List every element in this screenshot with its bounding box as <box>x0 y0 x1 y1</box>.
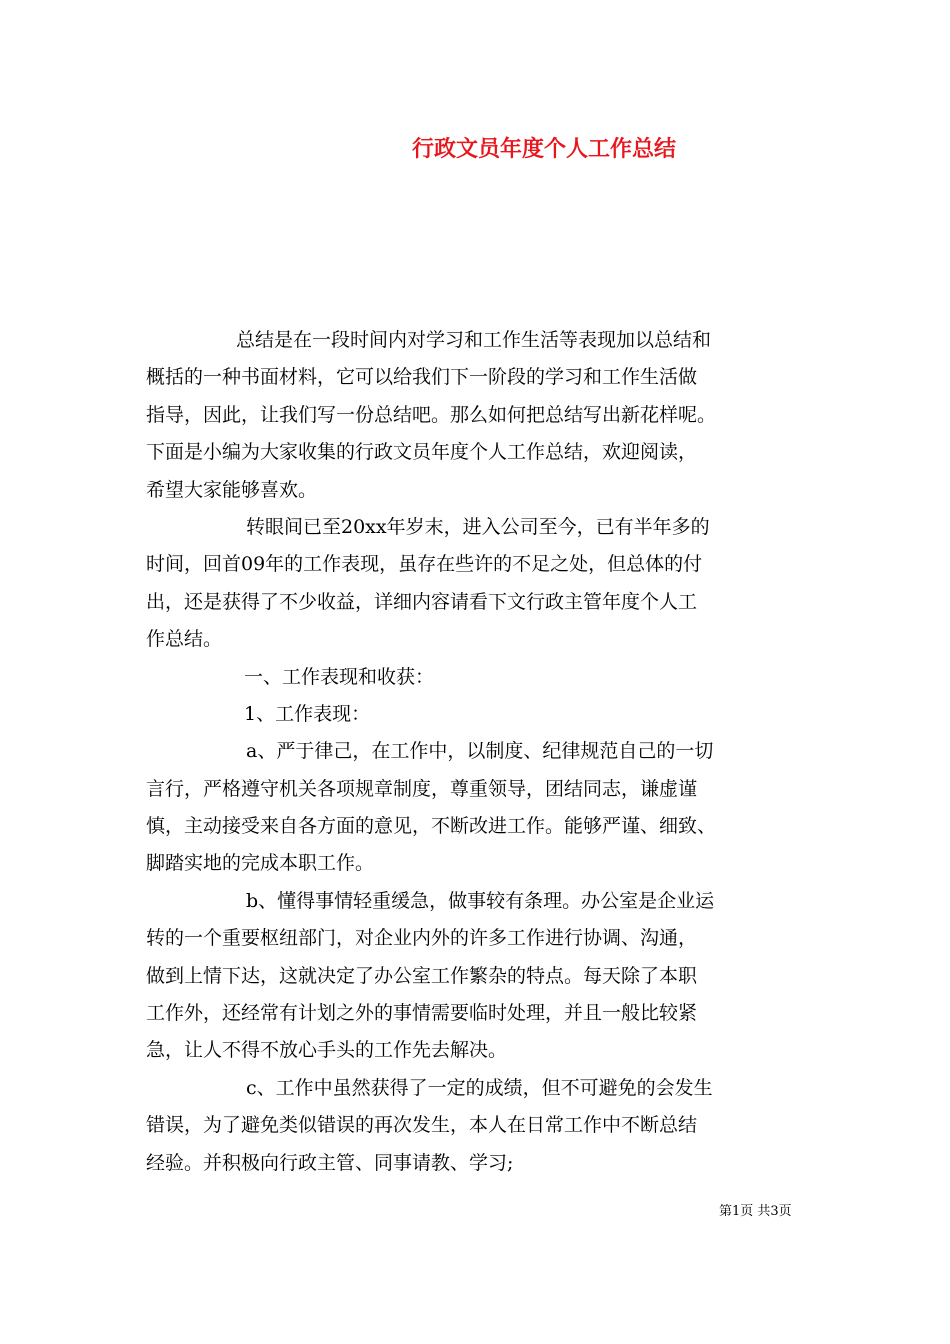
text-line: 慎，主动接受来自各方面的意见，不断改进工作。能够严谨、细致、 <box>146 815 717 838</box>
text-line: 时间，回首09年的工作表现，虽存在些许的不足之处，但总体的付 <box>146 553 703 576</box>
text-line: 总结是在一段时间内对学习和工作生活等表现加以总结和 <box>236 329 712 351</box>
text-line: a、严于律己，在工作中，以制度、纪律规范自己的一切 <box>246 740 714 763</box>
text-line: 作总结。 <box>146 628 223 651</box>
text-line: 脚踏实地的完成本职工作。 <box>146 852 375 875</box>
text-line: c、工作中虽然获得了一定的成绩，但不可避免的会发生 <box>246 1076 713 1099</box>
text-line: 出，还是获得了不少收益，详细内容请看下文行政主管年度个人工 <box>146 590 698 613</box>
text-line: 下面是小编为大家收集的行政文员年度个人工作总结，欢迎阅读， <box>146 441 698 464</box>
text-line: 言行，严格遵守机关各项规章制度，尊重领导，团结同志，谦虚谨 <box>146 777 698 800</box>
text-line: 错误，为了避免类似错误的再次发生，本人在日常工作中不断总结 <box>146 1114 698 1137</box>
text-line: 转眼间已至20xx年岁末，进入公司至今，已有半年多的 <box>246 515 710 538</box>
text-line: 概括的一种书面材料，它可以给我们下一阶段的学习和工作生活做 <box>146 366 698 389</box>
document-title: 行政文员年度个人工作总结 <box>412 136 677 162</box>
text-line: 一、工作表现和收获： <box>244 665 435 688</box>
text-line: 工作外，还经常有计划之外的事情需要临时处理，并且一般比较紧 <box>146 1002 698 1025</box>
text-line: 急，让人不得不放心手头的工作先去解决。 <box>146 1039 508 1062</box>
page-number: 第1页 共3页 <box>719 1204 792 1219</box>
document-body <box>146 322 806 1182</box>
text-line: 1、工作表现： <box>244 702 371 725</box>
text-line: 做到上情下达，这就决定了办公室工作繁杂的特点。每天除了本职 <box>146 964 698 987</box>
text-line: 指导，因此，让我们写一份总结吧。那么如何把总结写出新花样呢。 <box>146 403 717 426</box>
text-line: 转的一个重要枢纽部门，对企业内外的许多工作进行协调、沟通， <box>146 927 698 950</box>
text-line: 经验。并积极向行政主管、同事请教、学习; <box>146 1151 514 1174</box>
text-line: 希望大家能够喜欢。 <box>146 478 318 501</box>
text-line: b、懂得事情轻重缓急，做事较有条理。办公室是企业运 <box>246 889 715 912</box>
